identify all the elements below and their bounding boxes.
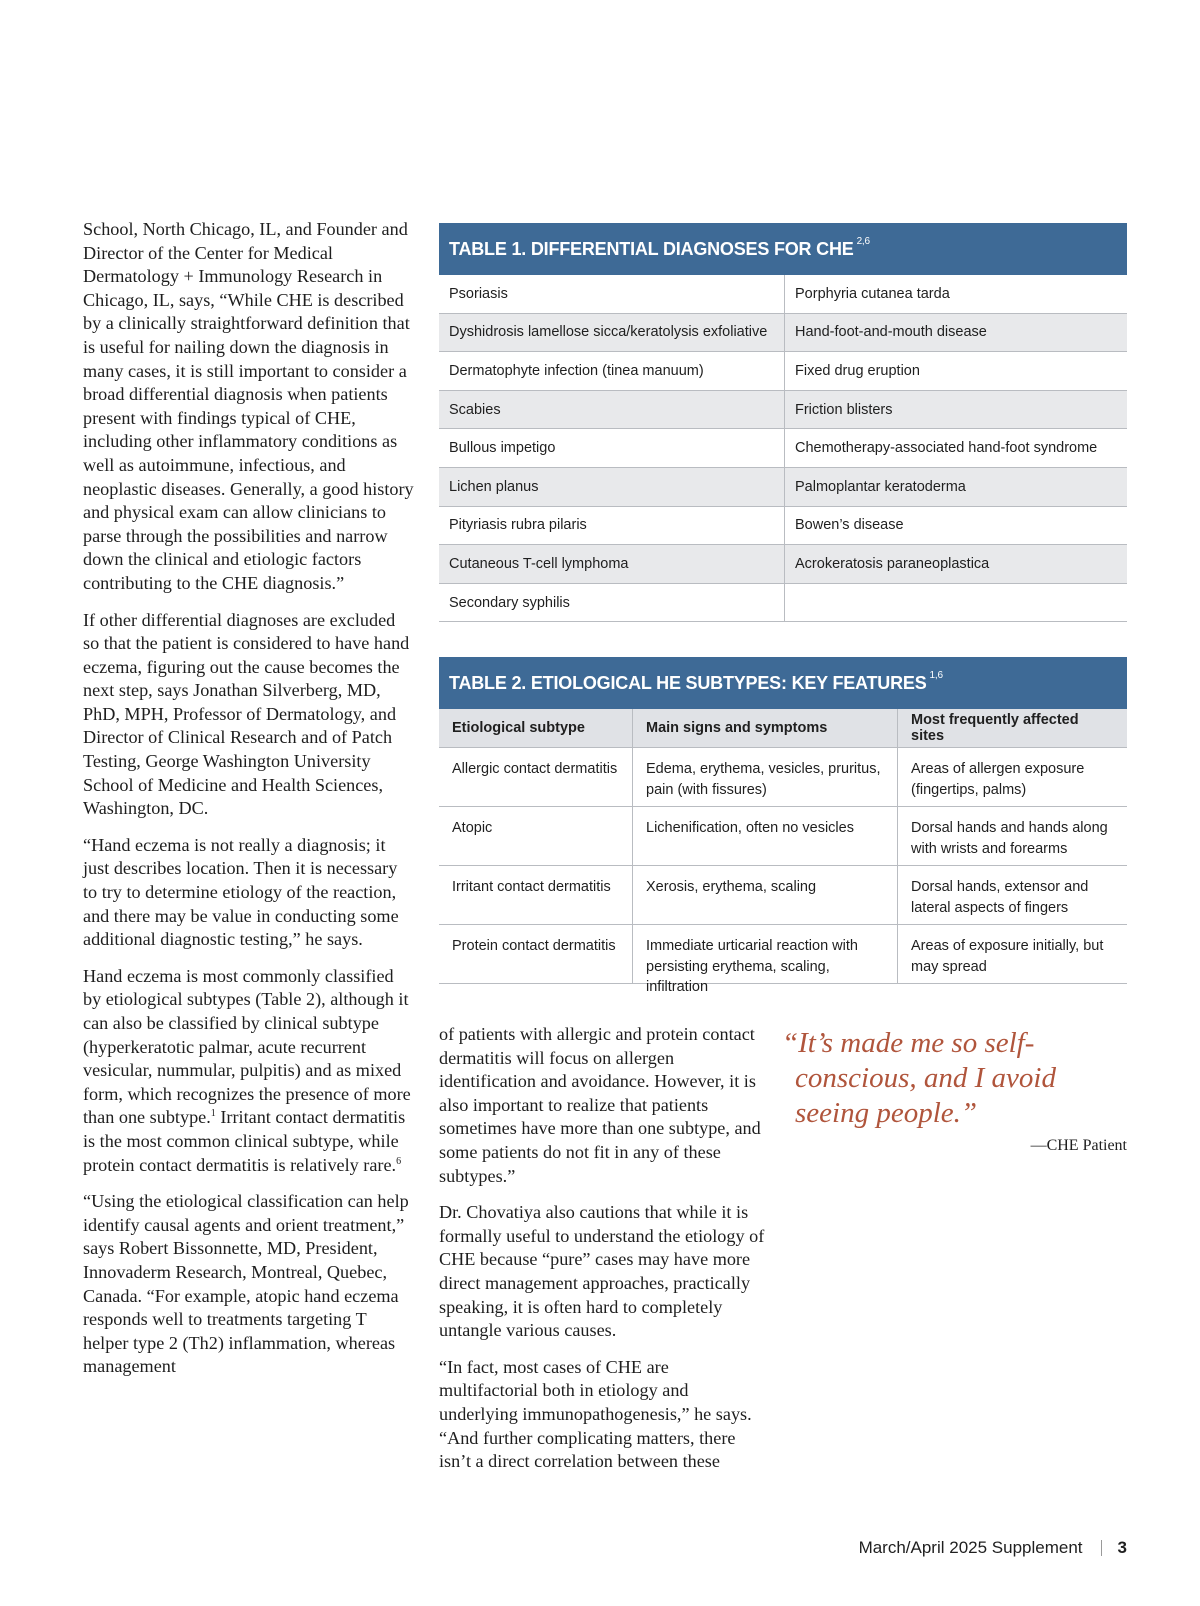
table-row [439, 584, 1127, 623]
body-paragraph: “Using the etiological classification can help identify causal agents and orient treatment,” says Robert Bissonnette, MD, President, Innovaderm Research, Montreal, Quebec, Canada. “For example, atopic hand eczema responds well to treatments targeting T helper type 2 (Th2) inflammation, whereas management [83, 1191, 409, 1377]
table-row [439, 866, 1127, 925]
table-cell [784, 584, 1127, 622]
body-paragraph [83, 965, 415, 1177]
table-row [439, 925, 1127, 995]
table-row [439, 391, 1127, 430]
pull-quote-text: “It’s made me so self-conscious, and I avoid seeing people.” [782, 1027, 1056, 1129]
body-text: Irritant contact dermatitis is the most common clinical subtype, while protein contact dermatitis is relatively rare. [83, 1107, 406, 1175]
table-1-title-reference: 2,6 [856, 235, 870, 247]
table-cell: Dorsal hands and hands along with wrists and forearms [897, 807, 1127, 865]
table-cell: Hand-foot-and-mouth disease [784, 314, 1127, 352]
body-paragraph: of patients with allergic and protein contact dermatitis will focus on allergen identification and avoidance. However, it is also important to realize that patients sometimes have more than one subtype, and some patients do not fit in any of these subtypes.” [439, 1024, 761, 1186]
table-cell: Allergic contact dermatitis [452, 761, 618, 777]
table-cell: Cutaneous T-cell lymphoma [449, 555, 629, 572]
body-paragraph: Dr. Chovatiya also cautions that while it is formally useful to understand the etiology of CHE because “pure” cases may have more direct management approaches, practically speaking, it is often hard to completely untangle various causes. [439, 1202, 765, 1341]
table-cell: Chemotherapy-associated hand-foot syndrome [784, 429, 1127, 467]
pull-quote-attribution: —CHE Patient [1030, 1137, 1127, 1154]
issue-label: March/April 2025 Supplement [858, 1538, 1083, 1557]
table-cell: Protein contact dermatitis [452, 938, 616, 954]
body-paragraph: If other differential diagnoses are excluded so that the patient is considered to have hand eczema, figuring out the cause becomes the next step, says Jonathan Silverberg, MD, PhD, MPH, Professor of Dermatology, and Director of Clinical Research and of Patch Testing, George Washington University School of Medicine and Health Sciences, Washington, DC. [83, 609, 410, 819]
table-cell: Xerosis, erythema, scaling [632, 866, 897, 924]
reference-number: 1 [210, 1108, 216, 1120]
page-footer [859, 1538, 1127, 1558]
table-cell: Secondary syphilis [449, 594, 570, 611]
table-cell: Porphyria cutanea tarda [784, 275, 1127, 313]
body-text: Hand eczema is most commonly classified by etiological subtypes (Table 2), although it can also be classified by clinical subtype (hyperkeratotic palmar, acute recurrent vesicular, nummular, pulpitis) and as mixed form, which recognizes the presence of more than one subtype. [83, 965, 411, 1128]
table-cell: Fixed drug eruption [784, 352, 1127, 390]
table-cell: Bowen’s disease [784, 507, 1127, 545]
table-cell: Acrokeratosis paraneoplastica [784, 545, 1127, 583]
table-1-title: TABLE 1. DIFFERENTIAL DIAGNOSES FOR CHE [449, 238, 854, 259]
left-column [83, 218, 415, 1392]
body-paragraph: “Hand eczema is not really a diagnosis; it just describes location. Then it is necessary to try to determine etiology of the reaction, and there may be value in conducting some additional diagnostic testing,” he says. [83, 834, 399, 950]
table-2-title-reference: 1,6 [929, 669, 943, 681]
table-2-title-bar [439, 657, 1127, 709]
table-cell: Edema, erythema, vesicles, pruritus, pain (with fissures) [632, 748, 897, 806]
table-cell: Areas of allergen exposure (fingertips, palms) [897, 748, 1127, 806]
table-cell: Lichenification, often no vesicles [632, 807, 897, 865]
table-row [439, 807, 1127, 866]
table-cell: Dermatophyte infection (tinea manuum) [449, 362, 704, 379]
table-1-body [439, 275, 1127, 622]
table-1-title-bar [439, 223, 1127, 275]
table-cell: Pityriasis rubra pilaris [449, 517, 587, 534]
table-2-header-row [439, 709, 1127, 748]
table-2-header-cell: Main signs and symptoms [632, 709, 897, 747]
body-paragraph: “In fact, most cases of CHE are multifactorial both in etiology and underlying immunopathogenesis,” he says. “And further complicating matters, there isn’t a direct correlation between these [439, 1356, 752, 1472]
middle-column [439, 1023, 769, 1487]
table-cell: Palmoplantar keratoderma [784, 468, 1127, 506]
table-cell: Areas of exposure initially, but may spread [897, 925, 1127, 983]
table-cell: Immediate urticarial reaction with persisting erythema, scaling, infiltration [632, 925, 897, 983]
table-cell: Irritant contact dermatitis [452, 879, 611, 895]
table-cell: Atopic [452, 820, 493, 836]
table-row [439, 275, 1127, 314]
reference-number: 6 [396, 1155, 402, 1167]
table-2-title: TABLE 2. ETIOLOGICAL HE SUBTYPES: KEY FEATURES [449, 672, 927, 693]
table-row [439, 507, 1127, 546]
table-row [439, 429, 1127, 468]
table-cell: Scabies [449, 401, 501, 418]
table-2-header-cell: Etiological subtype [452, 720, 585, 736]
page-number: 3 [1117, 1538, 1127, 1557]
table-cell: Lichen planus [449, 478, 539, 495]
table-row [439, 748, 1127, 807]
table-row [439, 314, 1127, 353]
table-1 [439, 223, 1127, 622]
footer-divider [1101, 1540, 1102, 1556]
table-2-header-cell: Most frequently affected sites [897, 709, 1127, 747]
body-paragraph: School, North Chicago, IL, and Founder and Director of the Center for Medical Dermatology + Immunology Research in Chicago, IL, says, “While CHE is described by a clinically straightforward definition that is useful for nailing down the diagnosis in many cases, it is still important to consider a broad differential diagnosis when patients present with findings typical of CHE, including other inflammatory conditions as well as autoimmune, infectious, and neoplastic diseases. Generally, a good history and physical exam can allow clinicians to parse through the possibilities and narrow down the clinical and etiologic factors contributing to the CHE diagnosis.” [83, 219, 414, 593]
table-2-body [439, 748, 1127, 995]
table-row [439, 468, 1127, 507]
table-cell: Bullous impetigo [449, 440, 556, 457]
table-cell: Dyshidrosis lamellose sicca/keratolysis exfoliative [449, 324, 768, 341]
table-cell: Psoriasis [449, 285, 508, 302]
table-2 [439, 657, 1127, 995]
pull-quote [782, 1026, 1127, 1155]
table-cell: Friction blisters [784, 391, 1127, 429]
table-row [439, 352, 1127, 391]
table-row [439, 545, 1127, 584]
table-cell: Dorsal hands, extensor and lateral aspects of fingers [897, 866, 1127, 924]
